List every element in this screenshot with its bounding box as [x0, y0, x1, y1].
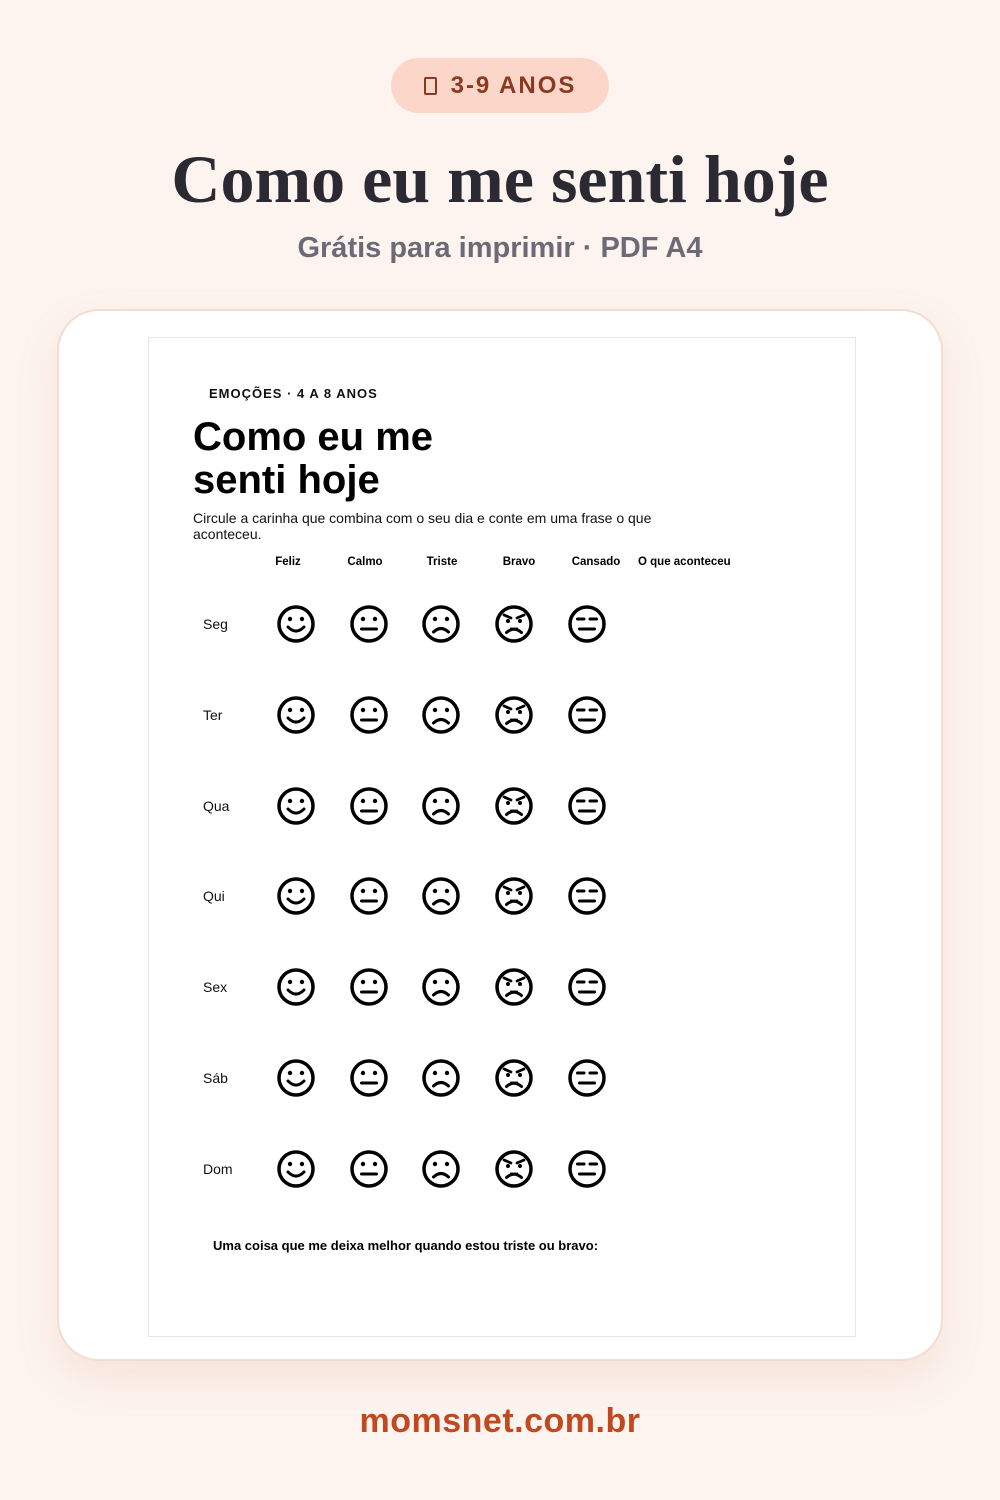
- tired-face-icon[interactable]: [567, 1058, 607, 1098]
- tired-face-icon[interactable]: [567, 786, 607, 826]
- sad-face-icon[interactable]: [421, 786, 461, 826]
- happy-face-icon[interactable]: [276, 695, 316, 735]
- column-header-cansado: Cansado: [571, 556, 621, 568]
- sad-face-icon[interactable]: [421, 695, 461, 735]
- sad-face-icon[interactable]: [421, 1058, 461, 1098]
- column-header-feliz: Feliz: [275, 556, 301, 568]
- sad-face-icon[interactable]: [421, 967, 461, 1007]
- sad-face-icon[interactable]: [421, 1149, 461, 1189]
- tired-face-icon[interactable]: [567, 1149, 607, 1189]
- site-url[interactable]: momsnet.com.br: [359, 1402, 641, 1440]
- checkbox-icon: [424, 77, 437, 95]
- column-header-o-que-aconteceu: O que aconteceu: [638, 556, 731, 568]
- worksheet-instructions: Circule a carinha que combina com o seu dia e conte em uma frase o que aconteceu.: [193, 510, 652, 542]
- day-label: Sáb: [203, 1070, 228, 1086]
- tired-face-icon[interactable]: [567, 695, 607, 735]
- tired-face-icon[interactable]: [567, 604, 607, 644]
- angry-face-icon[interactable]: [494, 876, 534, 916]
- day-label: Ter: [203, 706, 223, 723]
- day-label: Qui: [203, 888, 225, 905]
- happy-face-icon[interactable]: [276, 967, 316, 1007]
- page-subtitle: Grátis para imprimir · PDF A4: [297, 232, 703, 264]
- happy-face-icon[interactable]: [276, 1149, 316, 1189]
- happy-face-icon[interactable]: [276, 876, 316, 916]
- day-label: Qua: [203, 797, 230, 814]
- tired-face-icon[interactable]: [567, 876, 607, 916]
- sad-face-icon[interactable]: [421, 876, 461, 916]
- happy-face-icon[interactable]: [276, 1058, 316, 1098]
- angry-face-icon[interactable]: [494, 695, 534, 735]
- calm-face-icon[interactable]: [349, 876, 389, 916]
- day-label: Dom: [203, 1160, 233, 1177]
- worksheet-title: [193, 416, 553, 502]
- column-header-bravo: Bravo: [502, 556, 536, 568]
- calm-face-icon[interactable]: [349, 1058, 389, 1098]
- day-label: Seg: [203, 616, 228, 632]
- column-header-calmo: Calmo: [347, 556, 383, 568]
- angry-face-icon[interactable]: [494, 604, 534, 644]
- calm-face-icon[interactable]: [349, 1149, 389, 1189]
- worksheet-title-line1: Como eu me: [193, 415, 434, 459]
- age-badge-label: 3-9 ANOS: [450, 71, 577, 99]
- calm-face-icon[interactable]: [349, 786, 389, 826]
- day-label: Sex: [203, 979, 228, 996]
- calm-face-icon[interactable]: [349, 967, 389, 1007]
- age-badge: [391, 58, 609, 113]
- tired-face-icon[interactable]: [567, 967, 607, 1007]
- preview-card: [57, 309, 943, 1361]
- worksheet-preview: [148, 337, 856, 1337]
- happy-face-icon[interactable]: [276, 604, 316, 644]
- angry-face-icon[interactable]: [494, 1058, 534, 1098]
- angry-face-icon[interactable]: [494, 1149, 534, 1189]
- worksheet-eyebrow: EMOÇÕES · 4 A 8 ANOS: [209, 386, 378, 401]
- sad-face-icon[interactable]: [421, 604, 461, 644]
- happy-face-icon[interactable]: [276, 786, 316, 826]
- worksheet-title-line2: senti hoje: [193, 458, 380, 502]
- column-header-triste: Triste: [426, 556, 458, 568]
- calm-face-icon[interactable]: [349, 695, 389, 735]
- calm-face-icon[interactable]: [349, 604, 389, 644]
- angry-face-icon[interactable]: [494, 967, 534, 1007]
- angry-face-icon[interactable]: [494, 786, 534, 826]
- worksheet-footer-question: Uma coisa que me deixa melhor quando estou triste ou bravo:: [213, 1238, 599, 1253]
- page-title: Como eu me senti hoje: [171, 141, 829, 217]
